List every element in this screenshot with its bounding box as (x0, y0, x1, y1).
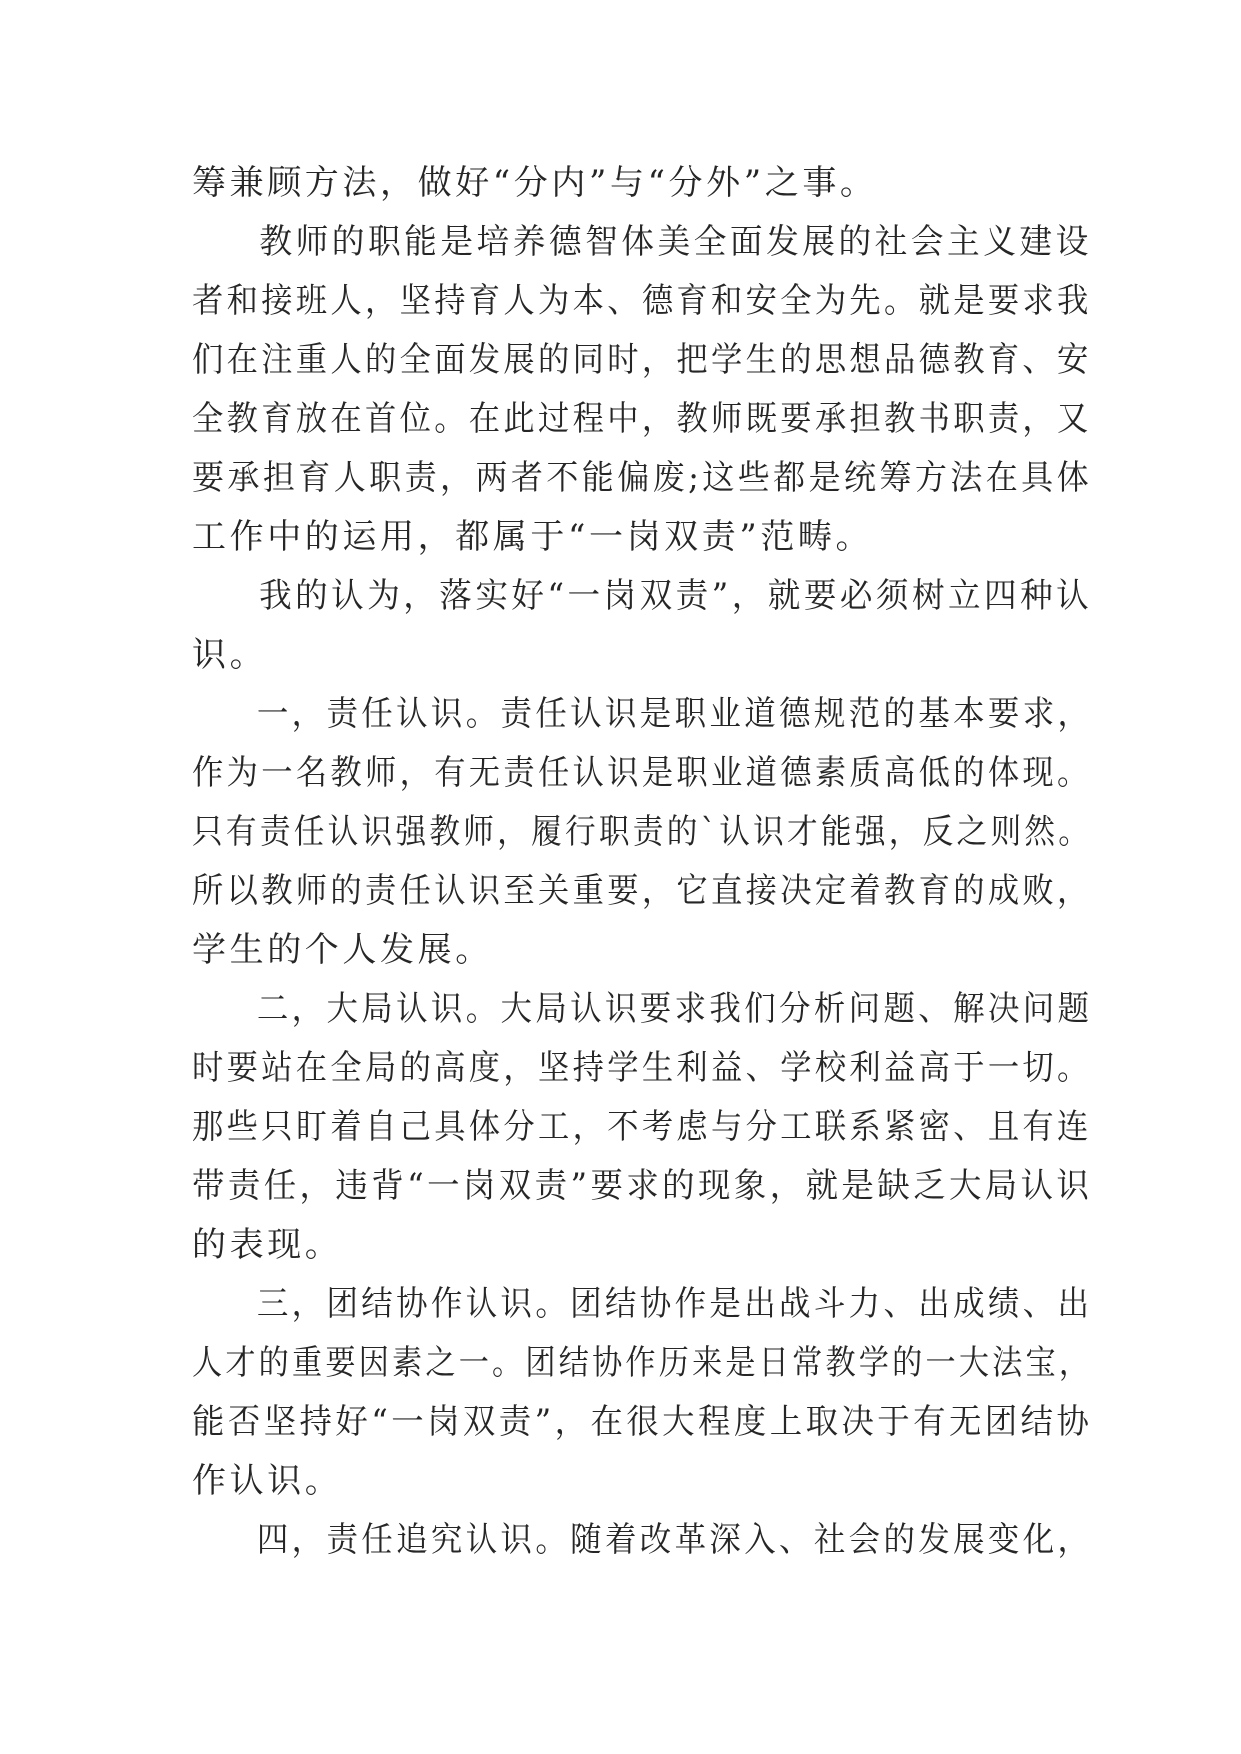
text-line: 四，责任追究认识。随着改革深入、社会的发展变化， (256, 1520, 1093, 1560)
text-line: 人才的重要因素之一。团结协作历来是日常教学的一大法宝， (192, 1343, 1093, 1383)
text-line: 筹兼顾方法，做好“分内”与“分外”之事。 (192, 163, 878, 203)
text-line: 学生的个人发展。 (192, 930, 493, 970)
text-line: 一，责任认识。责任认识是职业道德规范的基本要求， (256, 694, 1093, 734)
text-line: 所以教师的责任认识至关重要，它直接决定着教育的成败， (192, 871, 1092, 911)
text-line: 者和接班人，坚持育人为本、德育和安全为先。就是要求我 (192, 281, 1092, 321)
text-line: 的表现。 (192, 1225, 343, 1265)
text-line: 工作中的运用，都属于“一岗双责”范畴。 (192, 517, 874, 557)
text-line: 全教育放在首位。在此过程中，教师既要承担教书职责，又 (192, 399, 1092, 439)
text-line: 三，团结协作认识。团结协作是出战斗力、出成绩、出 (256, 1284, 1093, 1324)
text-line: 们在注重人的全面发展的同时，把学生的思想品德教育、安 (192, 340, 1092, 380)
text-line: 时要站在全局的高度，坚持学生利益、学校利益高于一切。 (192, 1048, 1092, 1088)
text-line: 作为一名教师，有无责任认识是职业道德素质高低的体现。 (192, 753, 1092, 793)
text-line: 那些只盯着自己具体分工，不考虑与分工联系紧密、且有连 (192, 1107, 1092, 1147)
text-line: 我的认为，落实好“一岗双责”，就要必须树立四种认 (259, 576, 1093, 616)
text-line: 识。 (192, 635, 268, 675)
text-line: 教师的职能是培养德智体美全面发展的社会主义建设 (259, 222, 1092, 262)
text-line: 作认识。 (192, 1461, 343, 1501)
text-line: 要承担育人职责，两者不能偏废;这些都是统筹方法在具体 (192, 458, 1093, 498)
text-line: 二，大局认识。大局认识要求我们分析问题、解决问题 (256, 989, 1093, 1029)
text-line: 只有责任认识强教师，履行职责的`认识才能强，反之则然。 (192, 812, 1093, 852)
text-line: 能否坚持好“一岗双责”，在很大程度上取决于有无团结协 (192, 1402, 1093, 1442)
text-line: 带责任，违背“一岗双责”要求的现象，就是缺乏大局认识 (192, 1166, 1093, 1206)
document-body (192, 154, 1093, 1570)
